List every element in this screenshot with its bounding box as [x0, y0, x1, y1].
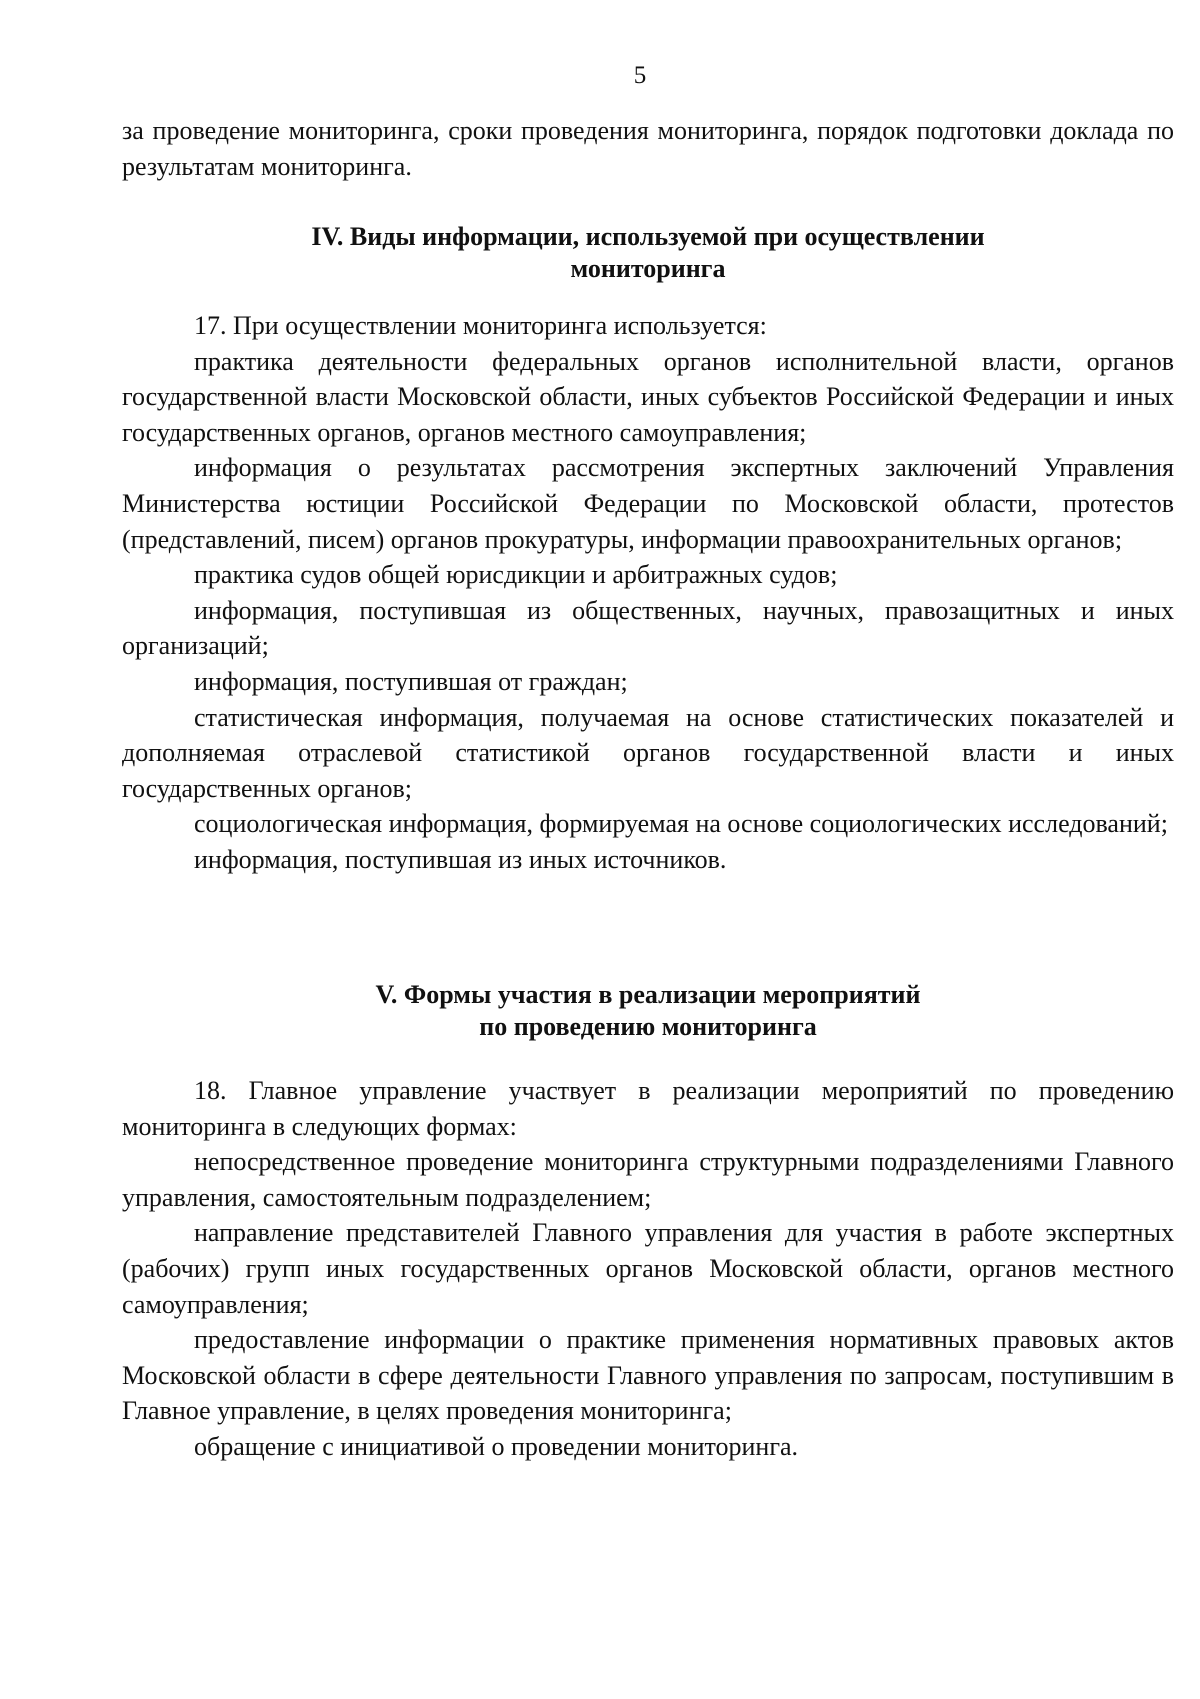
- list-item-sociological-info: социологическая информация, формируемая на основе социологических исследований;: [194, 809, 1168, 839]
- list-item-direct-monitoring: непосредственное проведение мониторинга структурными подразделениями Главного управления, самостоятельным подразделением;: [122, 1147, 1174, 1212]
- section-5-heading-line-1: V. Формы участия в реализации мероприятий: [375, 980, 921, 1009]
- section-4-body: [122, 308, 1174, 878]
- list-item-statistical-info: статистическая информация, получаемая на основе статистических показателей и дополняемая отраслевой статистикой органов государственной власти и иных государственных органов;: [122, 702, 1174, 803]
- page-number: 5: [633, 62, 647, 89]
- intro-block: [122, 113, 1174, 184]
- section-4-heading: [122, 221, 1174, 285]
- list-item-practice: практика деятельности федеральных органов исполнительной власти, органов государственной власти Московской области, иных субъектов Российской Федерации и иных государственных органов, органов местного самоуправления;: [122, 346, 1174, 447]
- list-item-information-provision: предоставление информации о практике применения нормативных правовых актов Московской области в сфере деятельности Главного управления по запросам, поступившим в Главное управление, в целях проведения мониторинга;: [122, 1325, 1174, 1426]
- section-5-heading-line-2: по проведению мониторинга: [479, 1012, 817, 1041]
- intro-paragraph: за проведение мониторинга, сроки проведения мониторинга, порядок подготовки доклада по результатам мониторинга.: [122, 116, 1174, 181]
- list-item-citizens-info: информация, поступившая от граждан;: [194, 666, 628, 696]
- section-5-body: [122, 1073, 1174, 1465]
- list-item-other-sources: информация, поступившая из иных источников.: [194, 844, 727, 874]
- list-item-organizations-info: информация, поступившая из общественных, научных, правозащитных и иных организаций;: [122, 595, 1174, 661]
- list-item-court-practice: практика судов общей юрисдикции и арбитражных судов;: [194, 560, 838, 590]
- section-4-heading-line-2: мониторинга: [570, 254, 726, 283]
- section-5-heading: [122, 979, 1174, 1043]
- paragraph-18: 18. Главное управление участвует в реализации мероприятий по проведению мониторинга в следующих формах:: [122, 1076, 1174, 1141]
- paragraph-17: 17. При осуществлении мониторинга используется:: [194, 311, 767, 340]
- list-item-expert-conclusions: информация о результатах рассмотрения экспертных заключений Управления Министерства юстиции Российской Федерации по Московской области, протестов (представлений, писем) органов прокуратуры, информации правоохранительных органов;: [122, 453, 1174, 554]
- list-item-delegation: направление представителей Главного управления для участия в работе экспертных (рабочих) групп иных государственных органов Московской области, органов местного самоуправления;: [122, 1218, 1174, 1319]
- list-item-initiative: обращение с инициативой о проведении мониторинга.: [194, 1431, 799, 1461]
- section-4-heading-line-1: IV. Виды информации, используемой при осуществлении: [311, 222, 985, 251]
